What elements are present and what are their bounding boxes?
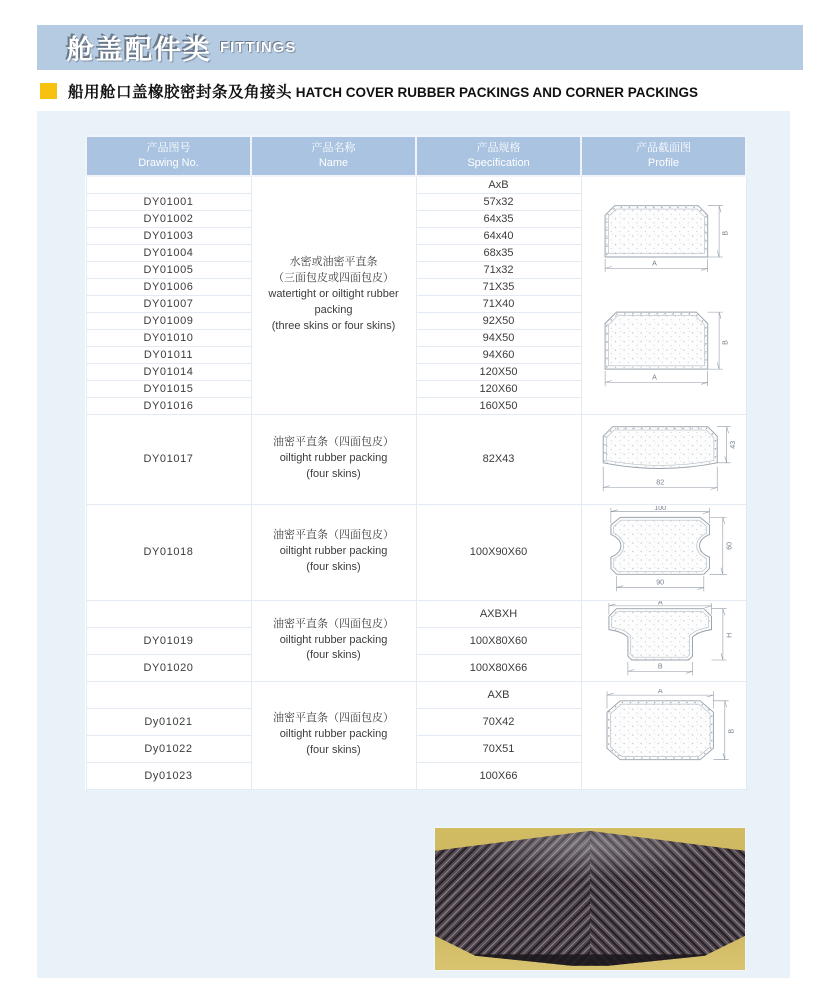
drawing-no-empty bbox=[86, 176, 251, 193]
spec-value: 71X35 bbox=[416, 278, 581, 295]
group-oiltight-axb bbox=[86, 681, 746, 789]
spec-value: 100X80X60 bbox=[416, 627, 581, 654]
spec-value: 64x40 bbox=[416, 227, 581, 244]
subtitle-english: HATCH COVER RUBBER PACKINGS AND CORNER PACKINGS bbox=[292, 85, 699, 100]
column-header-specification: 产品规格 Specification bbox=[416, 136, 581, 176]
table-row bbox=[86, 681, 746, 708]
spec-value: 160X50 bbox=[416, 397, 581, 414]
table-row: DY01005 71x32 bbox=[86, 261, 746, 278]
svg-text:43: 43 bbox=[728, 440, 737, 449]
spec-header: AXB bbox=[416, 681, 581, 708]
page-header-bar bbox=[37, 25, 803, 70]
product-name-cell: 水密或油密平直条 （三面包皮或四面包皮） watertight or oiltight rubber packing (three skins or four skins) bbox=[251, 176, 416, 414]
column-header-name: 产品名称 Name bbox=[251, 136, 416, 176]
section-subtitle bbox=[40, 80, 800, 102]
table-row: DY01020 100X80X66 bbox=[86, 654, 746, 681]
rubber-mat-image bbox=[435, 828, 745, 970]
svg-text:60: 60 bbox=[724, 541, 733, 550]
column-header-profile: 产品截面图 Profile bbox=[581, 136, 746, 176]
table-row: DY01009 92X50 bbox=[86, 312, 746, 329]
spec-value: 100X80X66 bbox=[416, 654, 581, 681]
product-name-cell: 油密平直条（四面包皮） oiltight rubber packing (four skins) bbox=[251, 504, 416, 600]
profile-drawing-dogbone bbox=[588, 506, 740, 598]
yellow-bullet-icon bbox=[40, 83, 57, 99]
spec-header: AxB bbox=[416, 176, 581, 193]
table-row: DY01017 油密平直条（四面包皮） oiltight rubber packing (four skins) 82X43 82 43 bbox=[86, 414, 746, 504]
profile-cell bbox=[581, 600, 746, 681]
product-photo bbox=[435, 828, 745, 970]
group-oiltight-82x43 bbox=[86, 414, 746, 504]
profile-drawing-82x43 bbox=[588, 417, 740, 501]
drawing-no-empty bbox=[86, 600, 251, 627]
svg-text:90: 90 bbox=[655, 578, 664, 587]
table-row: Dy01021 70X42 bbox=[86, 708, 746, 735]
table-row: DY01011 94X60 bbox=[86, 346, 746, 363]
group-watertight-packing bbox=[86, 176, 746, 414]
spec-value: 82X43 bbox=[416, 414, 581, 504]
profile-cell bbox=[581, 414, 746, 504]
table-row: DY01003 64x40 bbox=[86, 227, 746, 244]
svg-text:A: A bbox=[657, 600, 663, 606]
svg-text:100: 100 bbox=[653, 506, 666, 512]
table-row bbox=[86, 600, 746, 627]
svg-text:A: A bbox=[651, 373, 657, 382]
table-row: DY01006 71X35 bbox=[86, 278, 746, 295]
profile-drawing-four-skins bbox=[588, 302, 740, 402]
profile-drawing-tee bbox=[588, 601, 740, 681]
svg-text:H: H bbox=[724, 632, 733, 638]
spec-value: 57x32 bbox=[416, 193, 581, 210]
spec-value: 64x35 bbox=[416, 210, 581, 227]
table-row: DY01019 100X80X60 bbox=[86, 627, 746, 654]
spec-value: 71X40 bbox=[416, 295, 581, 312]
svg-text:B: B bbox=[721, 231, 730, 236]
profile-drawing-octagon bbox=[588, 689, 740, 781]
product-name-cell: 油密平直条（四面包皮） oiltight rubber packing (four skins) bbox=[251, 681, 416, 789]
spec-value: 100X66 bbox=[416, 762, 581, 789]
catalog-panel bbox=[37, 111, 790, 978]
drawing-no-empty bbox=[86, 681, 251, 708]
table-row bbox=[86, 176, 746, 193]
spec-value: 100X90X60 bbox=[416, 504, 581, 600]
group-oiltight-axbxh bbox=[86, 600, 746, 681]
product-name-cell: 油密平直条（四面包皮） oiltight rubber packing (four skins) bbox=[251, 414, 416, 504]
table-row: Dy01023 100X66 bbox=[86, 762, 746, 789]
spec-value: 68x35 bbox=[416, 244, 581, 261]
table-row: DY01001 57x32 bbox=[86, 193, 746, 210]
page-title-chinese: 舱盖配件类 bbox=[67, 35, 212, 65]
page-title-english: FITTINGS bbox=[220, 39, 297, 56]
spec-value: 70X51 bbox=[416, 735, 581, 762]
svg-text:A: A bbox=[651, 259, 657, 268]
spec-value: 120X50 bbox=[416, 363, 581, 380]
column-header-drawing-no: 产品图号 Drawing No. bbox=[86, 136, 251, 176]
table-row: DY01018 油密平直条（四面包皮） oiltight rubber packing (four skins) 100X90X60 100 90 60 bbox=[86, 504, 746, 600]
table-row: DY01014 120X50 bbox=[86, 363, 746, 380]
table-row: DY01015 120X60 bbox=[86, 380, 746, 397]
profile-cell bbox=[581, 504, 746, 600]
table-row: DY01010 94X50 bbox=[86, 329, 746, 346]
spec-value: 70X42 bbox=[416, 708, 581, 735]
product-name-cell: 油密平直条（四面包皮） oiltight rubber packing (four skins) bbox=[251, 600, 416, 681]
spec-value: 92X50 bbox=[416, 312, 581, 329]
svg-text:82: 82 bbox=[655, 478, 664, 487]
spec-value: 94X50 bbox=[416, 329, 581, 346]
table-row: DY01007 71X40 bbox=[86, 295, 746, 312]
svg-text:A: A bbox=[657, 689, 663, 696]
spec-value: 120X60 bbox=[416, 380, 581, 397]
spec-header: AXBXH bbox=[416, 600, 581, 627]
subtitle-chinese: 船用舱口盖橡胶密封条及角接头 bbox=[68, 84, 293, 101]
svg-text:B: B bbox=[726, 728, 735, 734]
svg-text:B: B bbox=[657, 662, 663, 671]
svg-text:B: B bbox=[721, 340, 730, 346]
table-row: DY01016 160X50 bbox=[86, 397, 746, 414]
profile-cell bbox=[581, 681, 746, 789]
profile-drawing-three-skins bbox=[588, 188, 740, 288]
table-row: DY01004 68x35 bbox=[86, 244, 746, 261]
table-row: Dy01022 70X51 bbox=[86, 735, 746, 762]
subtitle-text bbox=[68, 80, 698, 102]
group-oiltight-100x90x60 bbox=[86, 504, 746, 600]
spec-value: 94X60 bbox=[416, 346, 581, 363]
table-header-row bbox=[86, 136, 746, 176]
table-row: DY01002 64x35 bbox=[86, 210, 746, 227]
spec-value: 71x32 bbox=[416, 261, 581, 278]
profile-cell bbox=[581, 176, 746, 414]
product-spec-table bbox=[85, 135, 747, 790]
